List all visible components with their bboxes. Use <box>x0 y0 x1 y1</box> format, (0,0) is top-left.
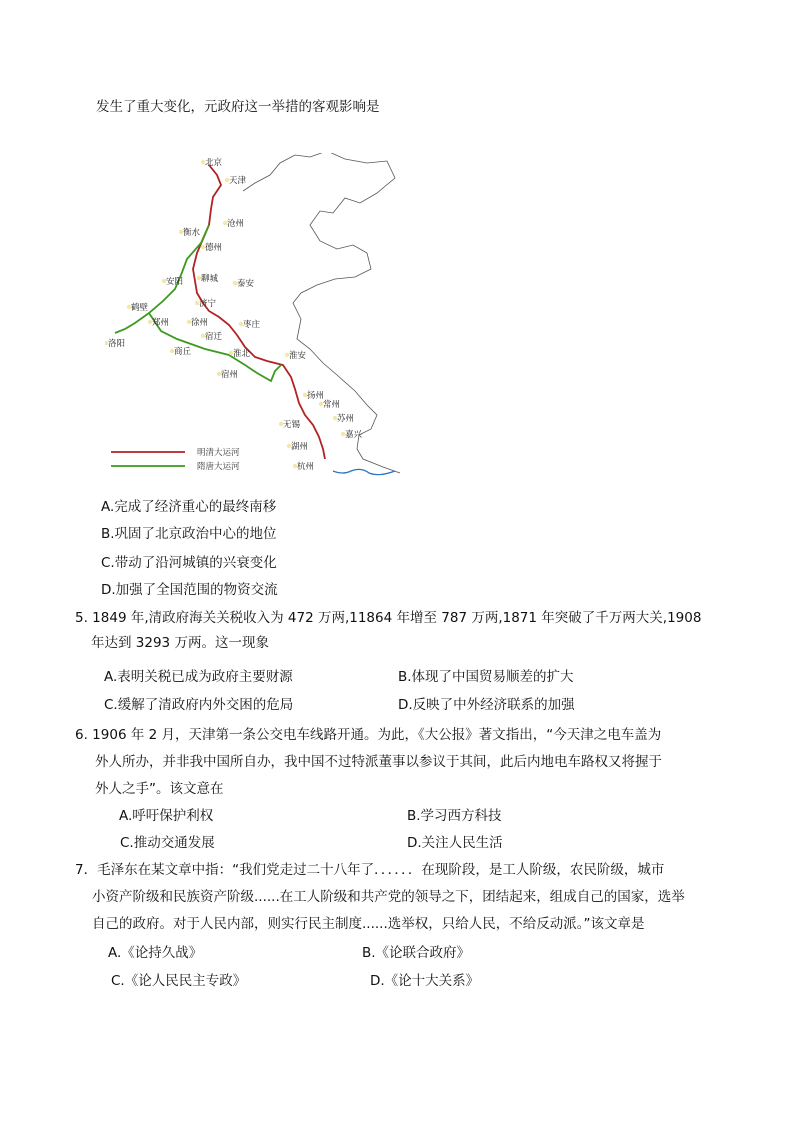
q6-stem-line1: 6. 1906 年 2 月，天津第一条公交电车线路开通。为此，《大公报》著文指出，“今天津之电车盖为 <box>75 727 662 743</box>
sea-river <box>333 469 395 474</box>
q7-option-a[interactable]: A.《论持久战》 <box>108 945 203 961</box>
q6-option-a[interactable]: A.呼吁保护利权 <box>119 808 214 824</box>
city-huaibei <box>229 348 251 359</box>
city-dezhou <box>201 242 222 253</box>
legend-label-ming-qing: 明清大运河 <box>197 448 240 458</box>
city-yangzhou <box>303 390 324 401</box>
q5-option-c[interactable]: C.缓解了清政府内外交困的危局 <box>104 697 294 713</box>
city-suzhou_ah <box>217 369 238 380</box>
city-suqian <box>201 331 223 342</box>
q6-stem-line2: 外人所办，并非我中国所自办，我中国不过特派董事以参议于其间，此后内地电车路权又将握于 <box>95 754 662 770</box>
city-zaozhuang <box>239 319 261 330</box>
q4-option-a[interactable]: A.完成了经济重心的最终南移 <box>101 499 277 515</box>
city-label: 德州 <box>205 243 223 253</box>
q7-stem-line1: 7．毛泽东在某文章中指：“我们党走过二十八年了．．．．．．在现阶段，是工人阶级，农民阶级，城市 <box>75 862 665 878</box>
city-label: 沧州 <box>227 219 245 229</box>
q4-option-b[interactable]: B.巩固了北京政治中心的地位 <box>101 526 277 542</box>
city-label: 湖州 <box>291 442 309 452</box>
q6-stem-line3: 外人之手”。该文意在 <box>95 781 224 797</box>
city-hangzhou <box>293 461 314 472</box>
city-label: 淮安 <box>289 351 307 361</box>
city-label: 北京 <box>205 158 223 168</box>
city-hebi <box>127 302 149 313</box>
intro-line: 发生了重大变化，元政府这一举措的客观影响是 <box>96 99 380 115</box>
q5-stem-line1: 5. 1849 年,清政府海关关税收入为 472 万两,11864 年增至 787 万两,1871 年突破了千万两大关,1908 <box>75 610 702 626</box>
q7-stem-line3: 自己的政府。对于人民内部，则实行民主制度......选举权，只给人民，不给反动派。”该文章是 <box>92 916 645 932</box>
q5-option-b[interactable]: B.体现了中国贸易顺差的扩大 <box>398 669 574 685</box>
city-shangqiu <box>170 346 192 357</box>
city-jining <box>195 298 217 309</box>
city-anyang <box>162 276 183 287</box>
city-huzhou <box>287 441 308 452</box>
q6-option-b[interactable]: B.学习西方科技 <box>407 808 502 824</box>
q6-option-c[interactable]: C.推动交通发展 <box>120 835 215 851</box>
map-legend <box>111 447 240 472</box>
q5-option-a[interactable]: A.表明关税已成为政府主要财源 <box>104 669 293 685</box>
city-label: 洛阳 <box>108 339 126 349</box>
q6-option-d[interactable]: D.关注人民生活 <box>407 835 503 851</box>
city-liaocheng <box>197 273 219 284</box>
q7-option-b[interactable]: B.《论联合政府》 <box>362 945 471 961</box>
city-label: 嘉兴 <box>345 430 363 440</box>
city-label: 聊城 <box>201 274 219 284</box>
city-zhengzhou <box>148 317 169 328</box>
city-cangzhou <box>223 218 244 229</box>
q4-option-d[interactable]: D.加强了全国范围的物资交流 <box>101 582 278 598</box>
grand-canal-map <box>105 153 402 483</box>
legend-label-sui-tang: 隋唐大运河 <box>197 462 240 472</box>
city-wuxi <box>279 419 301 430</box>
city-label: 郑州 <box>152 318 170 328</box>
city-label: 苏州 <box>337 414 355 424</box>
city-label: 泰安 <box>237 279 255 289</box>
q7-stem-line2: 小资产阶级和民族资产阶级......在工人阶级和共产党的领导之下，团结起来，组成自己的国家，选举 <box>92 889 685 905</box>
city-label: 济宁 <box>199 299 217 309</box>
city-label: 扬州 <box>307 391 325 401</box>
q5-option-d[interactable]: D.反映了中外经济联系的加强 <box>398 697 575 713</box>
city-huaian <box>285 350 307 361</box>
city-label: 天津 <box>229 176 247 186</box>
city-label: 常州 <box>323 400 341 410</box>
q5-stem-line2: 年达到 3293 万两。这一现象 <box>91 635 269 651</box>
map-cities <box>105 157 363 472</box>
city-tianjin <box>225 175 247 186</box>
ming-qing-canal <box>193 165 325 459</box>
city-label: 淮北 <box>233 349 251 359</box>
city-beijing <box>201 157 223 168</box>
q7-option-c[interactable]: C.《论人民民主专政》 <box>111 973 247 989</box>
city-label: 宿州 <box>221 370 239 380</box>
city-xuzhou <box>187 317 208 328</box>
city-label: 商丘 <box>174 347 192 357</box>
city-label: 安阳 <box>166 277 184 287</box>
q4-option-c[interactable]: C.带动了沿河城镇的兴衰变化 <box>101 555 277 571</box>
coastline <box>243 153 400 473</box>
q7-option-d[interactable]: D.《论十大关系》 <box>370 973 480 989</box>
city-label: 宿迁 <box>205 332 223 342</box>
city-label: 杭州 <box>297 462 315 472</box>
city-taian <box>233 278 255 289</box>
city-label: 衡水 <box>183 228 201 238</box>
city-label: 徐州 <box>191 318 209 328</box>
city-hengshui <box>179 227 201 238</box>
city-label: 枣庄 <box>243 320 261 330</box>
city-luoyang <box>105 338 125 349</box>
city-label: 无锡 <box>283 420 301 430</box>
city-suzhou_js <box>333 413 354 424</box>
city-jiaxing <box>341 429 363 440</box>
city-label: 鹤壁 <box>131 303 149 313</box>
